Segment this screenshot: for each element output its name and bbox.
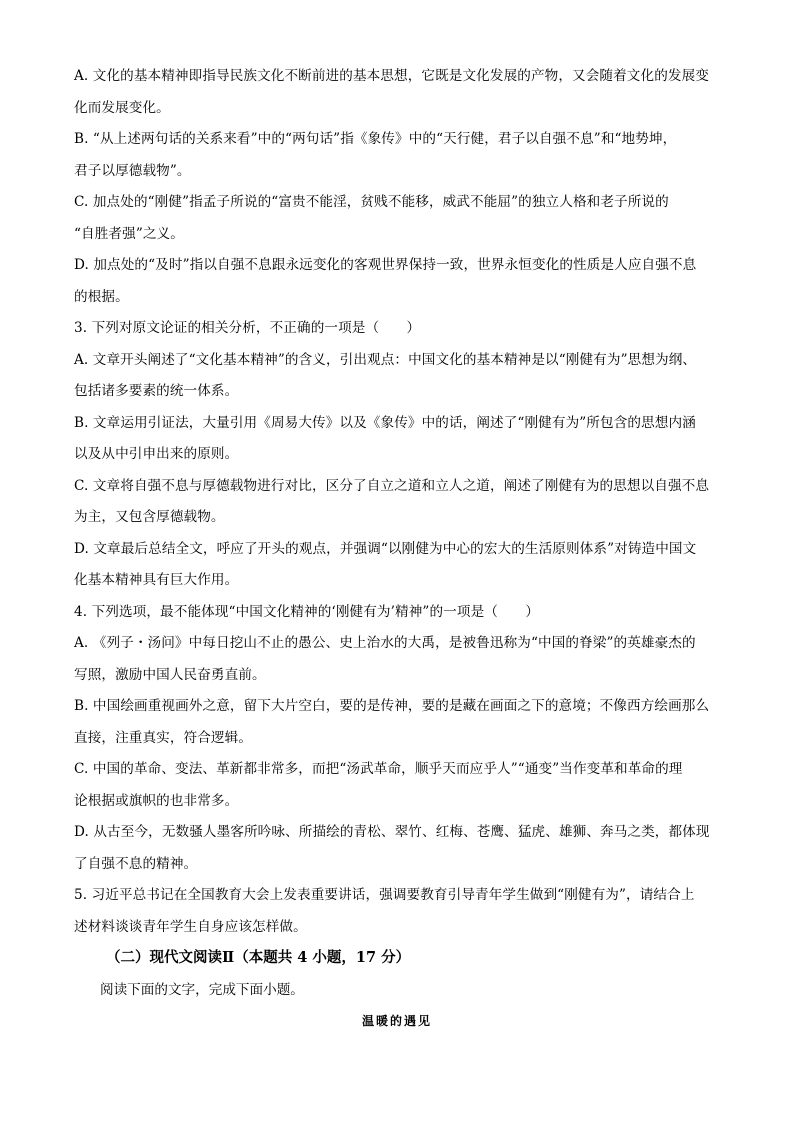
q3-option-b-line1: B. 文章运用引证法，大量引用《周易大传》以及《象传》中的话，阐述了“刚健有为”所包含的思想内涵 — [74, 415, 696, 431]
q4-option-b-line2: 直接，注重真实，符合逻辑。 — [74, 730, 253, 746]
q3-option-a-line2: 包括诸多要素的统一体系。 — [74, 383, 239, 399]
q3-option-d-line1: D. 文章最后总结全文，呼应了开头的观点，并强调“以刚健为中心的宏大的生活原则体系”对铸造中国文 — [74, 541, 697, 557]
q4-option-c-line2: 论根据或旗帜的也非常多。 — [74, 793, 239, 809]
q4-option-c-line1: C. 中国的革命、变法、革新都非常多，而把“汤武革命，顺乎天而应乎人”“通变”当作变革和革命的理 — [74, 761, 683, 777]
reading-instruction: 阅读下面的文字，完成下面小题。 — [100, 982, 304, 998]
q2-option-b-line1: B. “从上述两句话的关系来看”中的“两句话”指《象传》中的“天行健，君子以自强不息”和“地势坤， — [74, 131, 677, 147]
q4-option-b-line1: B. 中国绘画重视画外之意，留下大片空白，要的是传神，要的是藏在画面之下的意境；不像西方绘画那么 — [74, 698, 710, 714]
section-title: （二）现代文阅读Ⅱ（本题共 4 小题，17 分） — [106, 949, 411, 966]
q5-line2: 述材料谈谈青年学生自身应该怎样做。 — [74, 919, 307, 935]
q3-option-c-line2: 为主，又包含厚德载物。 — [74, 509, 225, 525]
q2-option-b-line2: 君子以厚德载物”。 — [74, 163, 191, 179]
q3-stem: 3. 下列对原文论证的相关分析，不正确的一项是（ ） — [74, 320, 421, 336]
q3-option-c-line1: C. 文章将自强不息与厚德载物进行对比，区分了自立之道和立人之道，阐述了刚健有为的思想以自强不息 — [74, 478, 710, 494]
q2-option-d-line2: 的根据。 — [74, 289, 129, 305]
q4-option-d-line2: 了自强不息的精神。 — [74, 856, 198, 872]
q2-option-a-line2: 化而发展变化。 — [74, 100, 170, 116]
q4-option-d-line1: D. 从古至今，无数骚人墨客所吟咏、所描绘的青松、翠竹、红梅、苍鹰、猛虎、雄狮、奔马之类，都体现 — [74, 824, 710, 840]
q4-option-a-line2: 写照，激励中国人民奋勇直前。 — [74, 667, 266, 683]
q2-option-a-line1: A. 文化的基本精神即指导民族文化不断前进的基本思想，它既是文化发展的产物，又会随着文化的发展变 — [74, 68, 709, 84]
q3-option-b-line2: 以及从中引申出来的原则。 — [74, 446, 239, 462]
article-title: 温暖的遇见 — [361, 1014, 432, 1028]
q3-option-d-line2: 化基本精神具有巨大作用。 — [74, 572, 239, 588]
q5-line1: 5. 习近平总书记在全国教育大会上发表重要讲话，强调要教育引导青年学生做到“刚健有为”，请结合上 — [74, 887, 695, 903]
q4-stem: 4. 下列选项，最不能体现“中国文化精神的‘刚健有为’精神”的一项是（ ） — [74, 604, 540, 620]
q2-option-d-line1: D. 加点处的“及时”指以自强不息跟永远变化的客观世界保持一致，世界永恒变化的性质是人应自强不息 — [74, 257, 697, 273]
q2-option-c-line2: “自胜者强”之义。 — [74, 226, 184, 242]
q2-option-c-line1: C. 加点处的“刚健”指孟子所说的“富贵不能淫，贫贱不能移，威武不能屈”的独立人格和老子所说的 — [74, 194, 669, 210]
q3-option-a-line1: A. 文章开头阐述了“文化基本精神”的含义，引出观点：中国文化的基本精神是以“刚健有为”思想为纲、 — [74, 352, 697, 368]
q4-option-a-line1: A. 《列子・汤问》中每日挖山不止的愚公、史上治水的大禹，是被鲁迅称为“中国的脊梁”的英雄豪杰的 — [74, 635, 696, 651]
